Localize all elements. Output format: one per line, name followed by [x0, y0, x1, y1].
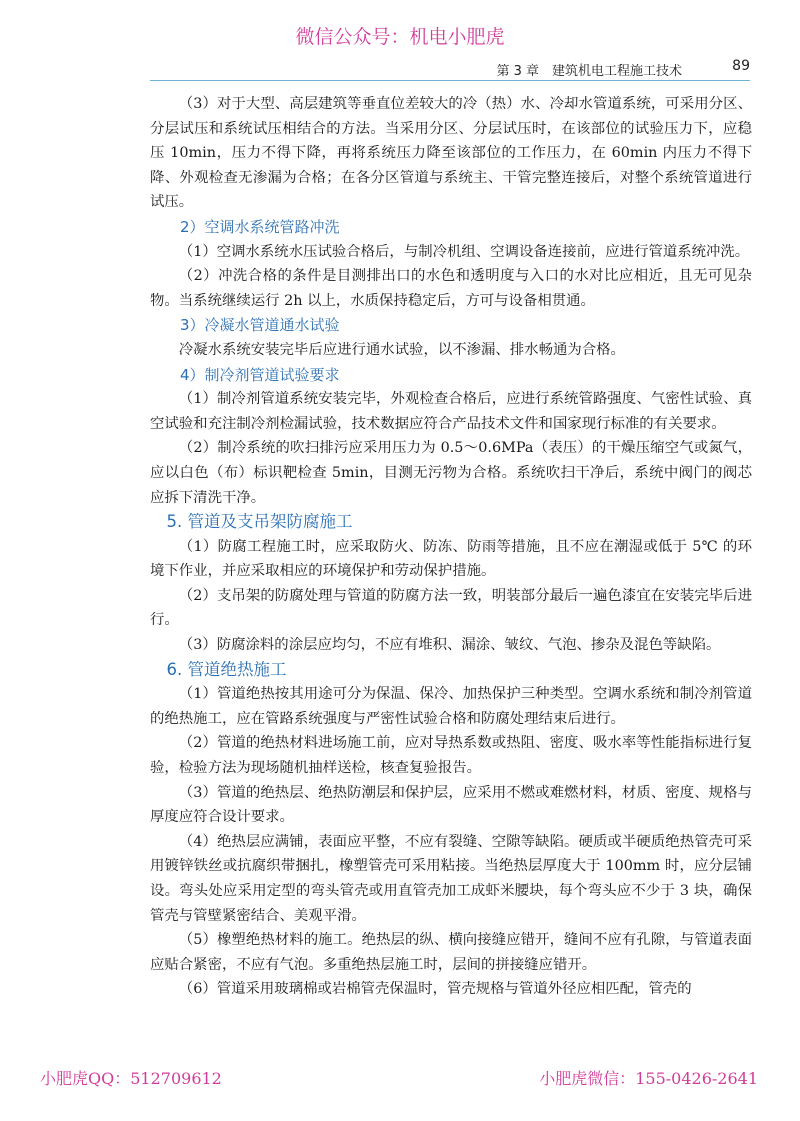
paragraph: 冷凝水系统安装完毕后应进行通水试验，以不渗漏、排水畅通为合格。	[178, 341, 625, 358]
paragraph: （5）橡塑绝热材料的施工。绝热层的纵、横向接缝应错开，缝间不应有孔隙，与管道表面应贴合紧密，不应有气泡。多重绝热层施工时，层间的拼接缝应错开。	[150, 932, 752, 973]
paragraph: （3）对于大型、高层建筑等垂直位差较大的冷（热）水、冷却水管道系统，可采用分区、分层试压和系统试压相结合的方法。当采用分区、分层试压时，在该部位的试验压力下，应稳压 10min，压力不得下降，再将系统压力降至该部位的工作压力，在 60min 内压力不得下降、外观检查无渗漏为合格；在各分区管道与系统主、干管完整连接后，对整个系统管道进行试压。	[150, 96, 752, 211]
chapter-title: 第 3 章 建筑机电工程施工技术	[496, 64, 682, 79]
page-header	[150, 58, 750, 81]
subsection-heading: 3）冷凝水管道通水试验	[180, 316, 340, 335]
watermark-qq: 小肥虎QQ：512709612	[40, 1069, 222, 1088]
paragraph: （2）管道的绝热材料进场施工前，应对导热系数或热阻、密度、吸水率等性能指标进行复验，检验方法为现场随机抽样送检，核查复验报告。	[150, 735, 752, 777]
subsection-heading: 4）制冷剂管道试验要求	[180, 365, 340, 384]
page-body	[150, 92, 752, 1002]
watermark-wechat-account: 微信公众号：机电小肥虎	[295, 26, 505, 48]
paragraph: （3）防腐涂料的涂层应均匀，不应有堆积、漏涂、皱纹、气泡、掺杂及混色等缺陷。	[178, 637, 721, 654]
paragraph: （2）支吊架的防腐处理与管道的防腐方法一致，明装部分最后一遍色漆宜在安装完毕后进行。	[150, 587, 752, 629]
section-heading: 6. 管道绝热施工	[166, 659, 287, 679]
section-heading: 5. 管道及支吊架防腐施工	[166, 512, 353, 532]
paragraph: （1）防腐工程施工时，应采取防火、防冻、防雨等措施，且不应在潮湿或低于 5℃ 的环境下作业，并应采取相应的环境保护和劳动保护措施。	[150, 538, 752, 580]
paragraph: （2）制冷系统的吹扫排污应采用压力为 0.5～0.6MPa（表压）的干燥压缩空气或氮气，应以白色（布）标识靶检查 5min，目测无污物为合格。系统吹扫干净后，系统中阀门的阀芯应拆下清洗干净。	[150, 440, 752, 506]
subsection-heading: 2）空调水系统管路冲洗	[180, 217, 340, 236]
paragraph: （1）管道绝热按其用途可分为保温、保冷、加热保护三种类型。空调水系统和制冷剂管道的绝热施工，应在管路系统强度与严密性试验合格和防腐处理结束后进行。	[150, 686, 752, 727]
watermark-wechat-phone: 小肥虎微信：155-0426-2641	[539, 1069, 758, 1088]
paragraph: （1）制冷剂管道系统安装完毕，外观检查合格后，应进行系统管路强度、气密性试验、真空试验和充注制冷剂检漏试验，技术数据应符合产品技术文件和国家现行标准的有关要求。	[150, 391, 752, 432]
paragraph: （1）空调水系统水压试验合格后，与制冷机组、空调设备连接前，应进行管道系统冲洗。	[178, 243, 750, 260]
paragraph: （4）绝热层应满铺，表面应平整，不应有裂缝、空隙等缺陷。硬质或半硬质绝热管壳可采用镀锌铁丝或抗腐织带捆扎，橡塑管壳可采用粘接。当绝热层厚度大于 100mm 时，应分层铺设。弯头处应采用定型的弯头管壳或用直管壳加工成虾米腰块，每个弯头应不少于 3 块，确保管壳与管壁紧密结合、美观平滑。	[150, 833, 752, 924]
paragraph: （6）管道采用玻璃棉或岩棉管壳保温时，管壳规格与管道外径应相匹配，管壳的	[178, 981, 692, 998]
page-number: 89	[732, 58, 750, 74]
paragraph: （3）管道的绝热层、绝热防潮层和保护层，应采用不燃或难燃材料，材质、密度、规格与厚度应符合设计要求。	[150, 784, 752, 826]
paragraph: （2）冲洗合格的条件是目测排出口的水色和透明度与入口的水对比应相近，且无可见杂物。当系统继续运行 2h 以上，水质保持稳定后，方可与设备相贯通。	[150, 268, 752, 309]
